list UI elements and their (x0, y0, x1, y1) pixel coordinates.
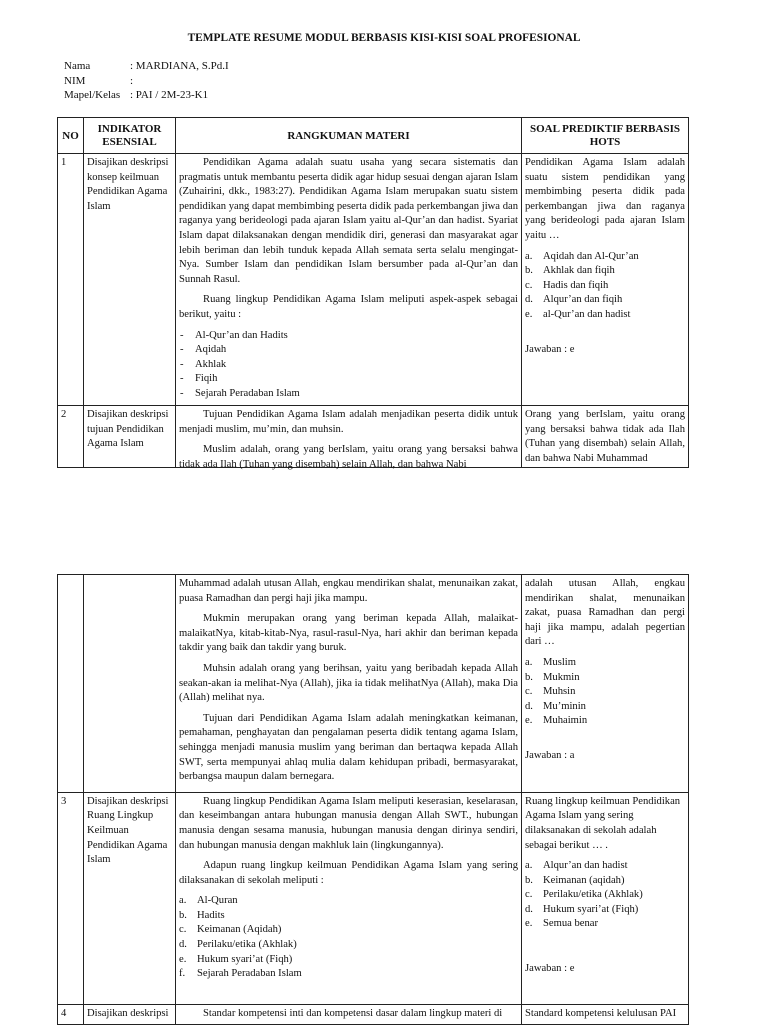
option-list (525, 250, 685, 323)
row-rangkuman (176, 1004, 522, 1024)
rangkuman-paragraph: Standar kompetensi inti dan kompetensi dasar dalam lingkup materi di (203, 1007, 503, 1019)
option-item (525, 685, 685, 700)
rangkuman-paragraph: Mukmin merupakan orang yang beriman kepada Allah, malaikat-malaikatNya, kitab-kitab-Nya, rasul-rasul-Nya, hari akhir dan beriman kepada takdir yang baik dan takdir yang buruk. (179, 613, 518, 654)
option-text: Semua benar (543, 918, 599, 930)
table-row (58, 575, 689, 793)
row-indikator (84, 1004, 176, 1024)
list-item (179, 923, 518, 938)
option-marker: a. (525, 860, 533, 872)
table-row (58, 406, 689, 468)
identity-block (64, 59, 229, 103)
row-soal (522, 792, 689, 1004)
row-number: 2 (58, 406, 84, 468)
option-item (525, 279, 685, 294)
option-marker: c. (525, 889, 533, 901)
answer-key: Jawaban : e (525, 963, 575, 975)
list-marker: e. (179, 953, 187, 965)
identity-label: Mapel/Kelas (64, 89, 121, 101)
row-number: 3 (58, 792, 84, 1004)
indikator-text: Disajikan deskripsi (87, 1007, 169, 1019)
option-marker: a. (525, 656, 533, 668)
list-marker: d. (179, 939, 187, 951)
option-item (525, 917, 685, 932)
identity-value: : MARDIANA, S.Pd.I (130, 60, 229, 72)
identity-value: : PAI / 2M-23-K1 (130, 89, 209, 101)
list-text: Sejarah Peradaban Islam (197, 968, 302, 980)
resume-table-top (57, 117, 689, 468)
option-item (525, 656, 685, 671)
list-item (179, 894, 518, 909)
option-item (525, 293, 685, 308)
row-soal (522, 154, 689, 406)
option-marker: e. (525, 918, 533, 930)
option-item (525, 671, 685, 686)
option-text: Muhaimin (543, 715, 588, 727)
option-text: Hadis dan fiqih (543, 279, 609, 291)
option-item (525, 264, 685, 279)
row-soal (522, 575, 689, 793)
row-rangkuman (176, 154, 522, 406)
page-title: TEMPLATE RESUME MODUL BERBASIS KISI-KISI SOAL PROFESIONAL (187, 32, 581, 44)
row-rangkuman (176, 406, 522, 468)
row-indikator: Disajikan deskripsi konsep keilmuan Pendidikan Agama Islam (84, 154, 176, 406)
identity-label: NIM (64, 74, 86, 87)
option-item (525, 874, 685, 889)
row-indikator: Disajikan deskripsi Ruang Lingkup Keilmuan Pendidikan Agama Islam (84, 792, 176, 1004)
list-item (179, 967, 518, 982)
list-item: - Akhlak (179, 358, 518, 373)
list-marker: f. (179, 968, 186, 980)
identity-nama (64, 59, 229, 74)
header-soal: SOAL PREDIKTIF BERBASIS HOTS (522, 118, 689, 154)
option-marker: b. (525, 874, 533, 886)
option-text: Hukum syari’at (Fiqh) (543, 903, 639, 915)
rangkuman-paragraph: Ruang lingkup Pendidikan Agama Islam meliputi aspek-aspek sebagai berikut, yaitu : (179, 294, 518, 320)
option-text: Aqidah dan Al-Qur’an (543, 250, 639, 262)
list-item: - Fiqih (179, 372, 518, 387)
rangkuman-paragraph: Tujuan dari Pendidikan Agama Islam adalah meningkatkan keimanan, pemahaman, penghayatan dan pengalaman peserta didik tentang agama Islam, sehingga menjadi manusia muslim yang beriman dan bertaqwa kepada Allah SWT, serta mempunyai ahlaq mulia dalam kehidupan pribadi, bermasyarakat, berbangsa maupun dalam bernegara. (179, 712, 518, 783)
option-marker: d. (525, 700, 533, 712)
question-text: Ruang lingkup keilmuan Pendidikan Agama Islam yang sering dilaksanakan di sekolah adalah sebagai berikut … . (525, 795, 681, 851)
option-text: Mukmin (543, 671, 580, 683)
row-rangkuman (176, 792, 522, 1004)
list-text: Hadits (197, 909, 225, 921)
question-text: Standard kompetensi kelulusan PAI (525, 1007, 677, 1019)
answer-key: Jawaban : e (525, 343, 575, 355)
question-text: Orang yang berIslam, yaitu orang yang bersaksi bahwa tidak ada Ilah (Tuhan yang disembah) selain Allah, dan bahwa Nabi Muhammad (525, 409, 685, 464)
rangkuman-paragraph: Ruang lingkup Pendidikan Agama Islam meliputi keserasian, keselarasan, dan keseimbangan antara hubungan manusia dengan Allah SWT., hubungan manusia dengan sesama manusia, hubungan manusia dengan dirinya sendiri, dan hubungan manusia dengan makhluk lain (lingkungannya). (179, 795, 518, 851)
option-item (525, 888, 685, 903)
list-item (179, 953, 518, 968)
list-marker: b. (179, 909, 187, 921)
row-number: 1 (58, 154, 84, 406)
option-marker: b. (525, 671, 533, 683)
option-text: Muhsin (543, 686, 576, 698)
row-indikator (84, 575, 176, 793)
list-text: Keimanan (Aqidah) (197, 924, 282, 936)
header-no: NO (58, 118, 84, 154)
table-row (58, 154, 689, 406)
list-marker: c. (179, 924, 187, 936)
row-number (58, 575, 84, 793)
option-item (525, 903, 685, 918)
option-marker: c. (525, 686, 533, 698)
option-item (525, 308, 685, 323)
rangkuman-paragraph: Pendidikan Agama adalah suatu usaha yang secara sistematis dan pragmatis untuk membantu peserta didik agar hidup sesuai dengan ajaran Islam (Zuhairini, dkk., 1983:27). Pendidikan Agama Islam merupakan suatu sistem pendidikan yang dapat membimbing peserta didik pada perkembangan jiwa dan raganya yang berideologi pada ajaran Islam yaitu al-Qur’an dan hadist. Syariat Islam dapat dilaksanakan dengan mendidik diri, generasi dan masyarakat agar lebih beriman dan lebih tunduk kepada Allah semata serta selalu mengingat-Nya. Sumber Islam dan pendidikan Islam bersumber pada al-Qur’an dan Sunnah Rasul. (179, 157, 518, 285)
list-text: Hukum syari’at (Fiqh) (197, 953, 293, 965)
list-item: - Aqidah (179, 343, 518, 358)
rangkuman-paragraph: Muhsin adalah orang yang berihsan, yaitu yang beribadah kepada Allah seakan-akan ia melihat-Nya (Allah), jika ia tidak melihatNya (Allah), maka Dia (Allah) melihat nya. (179, 662, 518, 704)
list-item (179, 909, 518, 924)
option-text: Akhlak dan fiqih (543, 265, 615, 277)
row-number: 4 (58, 1004, 84, 1024)
row-soal (522, 1004, 689, 1024)
identity-mapel (64, 88, 229, 103)
option-text: Perilaku/etika (Akhlak) (543, 889, 643, 901)
resume-table-continued (57, 574, 689, 1025)
option-marker: e. (525, 715, 533, 727)
identity-label: Nama (64, 60, 91, 72)
rangkuman-paragraph: Muhammad adalah utusan Allah, engkau mendirikan shalat, menunaikan zakat, puasa Ramadhan dan pergi haji jika mampu. (179, 578, 518, 604)
option-marker: a. (525, 250, 533, 262)
list-item (179, 938, 518, 953)
question-text: Pendidikan Agama Islam adalah suatu sistem pendidikan yang membimbing peserta didik pada perkembangan jiwa dan raganya yang berideologi pada ajaran Islam yaitu … (525, 157, 685, 241)
option-marker: b. (525, 265, 533, 277)
scope-list (179, 329, 518, 402)
table-row (58, 1004, 689, 1024)
table-row (58, 792, 689, 1004)
scope-list (179, 894, 518, 982)
option-item (525, 700, 685, 715)
table-header-row (58, 118, 689, 154)
list-marker: a. (179, 895, 187, 907)
option-item (525, 250, 685, 265)
rangkuman-paragraph: Adapun ruang lingkup keilmuan Pendidikan Agama Islam yang sering dilaksanakan di sekolah meliputi : (179, 860, 518, 886)
rangkuman-paragraph: Tujuan Pendidikan Agama Islam adalah menjadikan peserta didik untuk menjadi muslim, mu’min, dan muhsin. (179, 409, 518, 435)
option-marker: d. (525, 294, 533, 306)
header-indikator: INDIKATOR ESENSIAL (84, 118, 176, 154)
option-item (525, 714, 685, 729)
question-text: adalah utusan Allah, engkau mendirikan shalat, menunaikan zakat, puasa Ramadhan dan pergi haji jika mampu, adalah pegertian dari … (525, 578, 685, 648)
option-text: Muslim (543, 656, 576, 668)
list-text: Perilaku/etika (Akhlak) (197, 939, 297, 951)
identity-value: : (130, 74, 134, 87)
row-soal (522, 406, 689, 468)
option-text: Mu’minin (543, 700, 586, 712)
rangkuman-clip (179, 408, 518, 470)
list-item: - Al-Qur’an dan Hadits (179, 329, 518, 344)
option-text: Keimanan (aqidah) (543, 874, 625, 886)
option-list (525, 859, 685, 932)
header-rangkuman: RANGKUMAN MATERI (176, 118, 522, 154)
option-text: al-Qur’an dan hadist (543, 308, 631, 320)
option-text: Alqur’an dan fiqih (543, 294, 623, 306)
option-marker: e. (525, 308, 533, 320)
option-text: Alqur’an dan hadist (543, 860, 628, 872)
option-marker: d. (525, 903, 533, 915)
option-list (525, 656, 685, 729)
list-text: Al-Quran (197, 895, 238, 907)
row-rangkuman (176, 575, 522, 793)
answer-key: Jawaban : a (525, 749, 575, 761)
rangkuman-paragraph: Muslim adalah, orang yang berIslam, yaitu orang yang bersaksi bahwa tidak ada Ilah (Tuhan yang disembah) selain Allah, dan bahwa Nabi (179, 444, 518, 470)
option-marker: c. (525, 279, 533, 291)
option-item (525, 859, 685, 874)
list-item: - Sejarah Peradaban Islam (179, 387, 518, 402)
identity-nim (64, 74, 229, 89)
row-indikator: Disajikan deskripsi tujuan Pendidikan Agama Islam (84, 406, 176, 468)
